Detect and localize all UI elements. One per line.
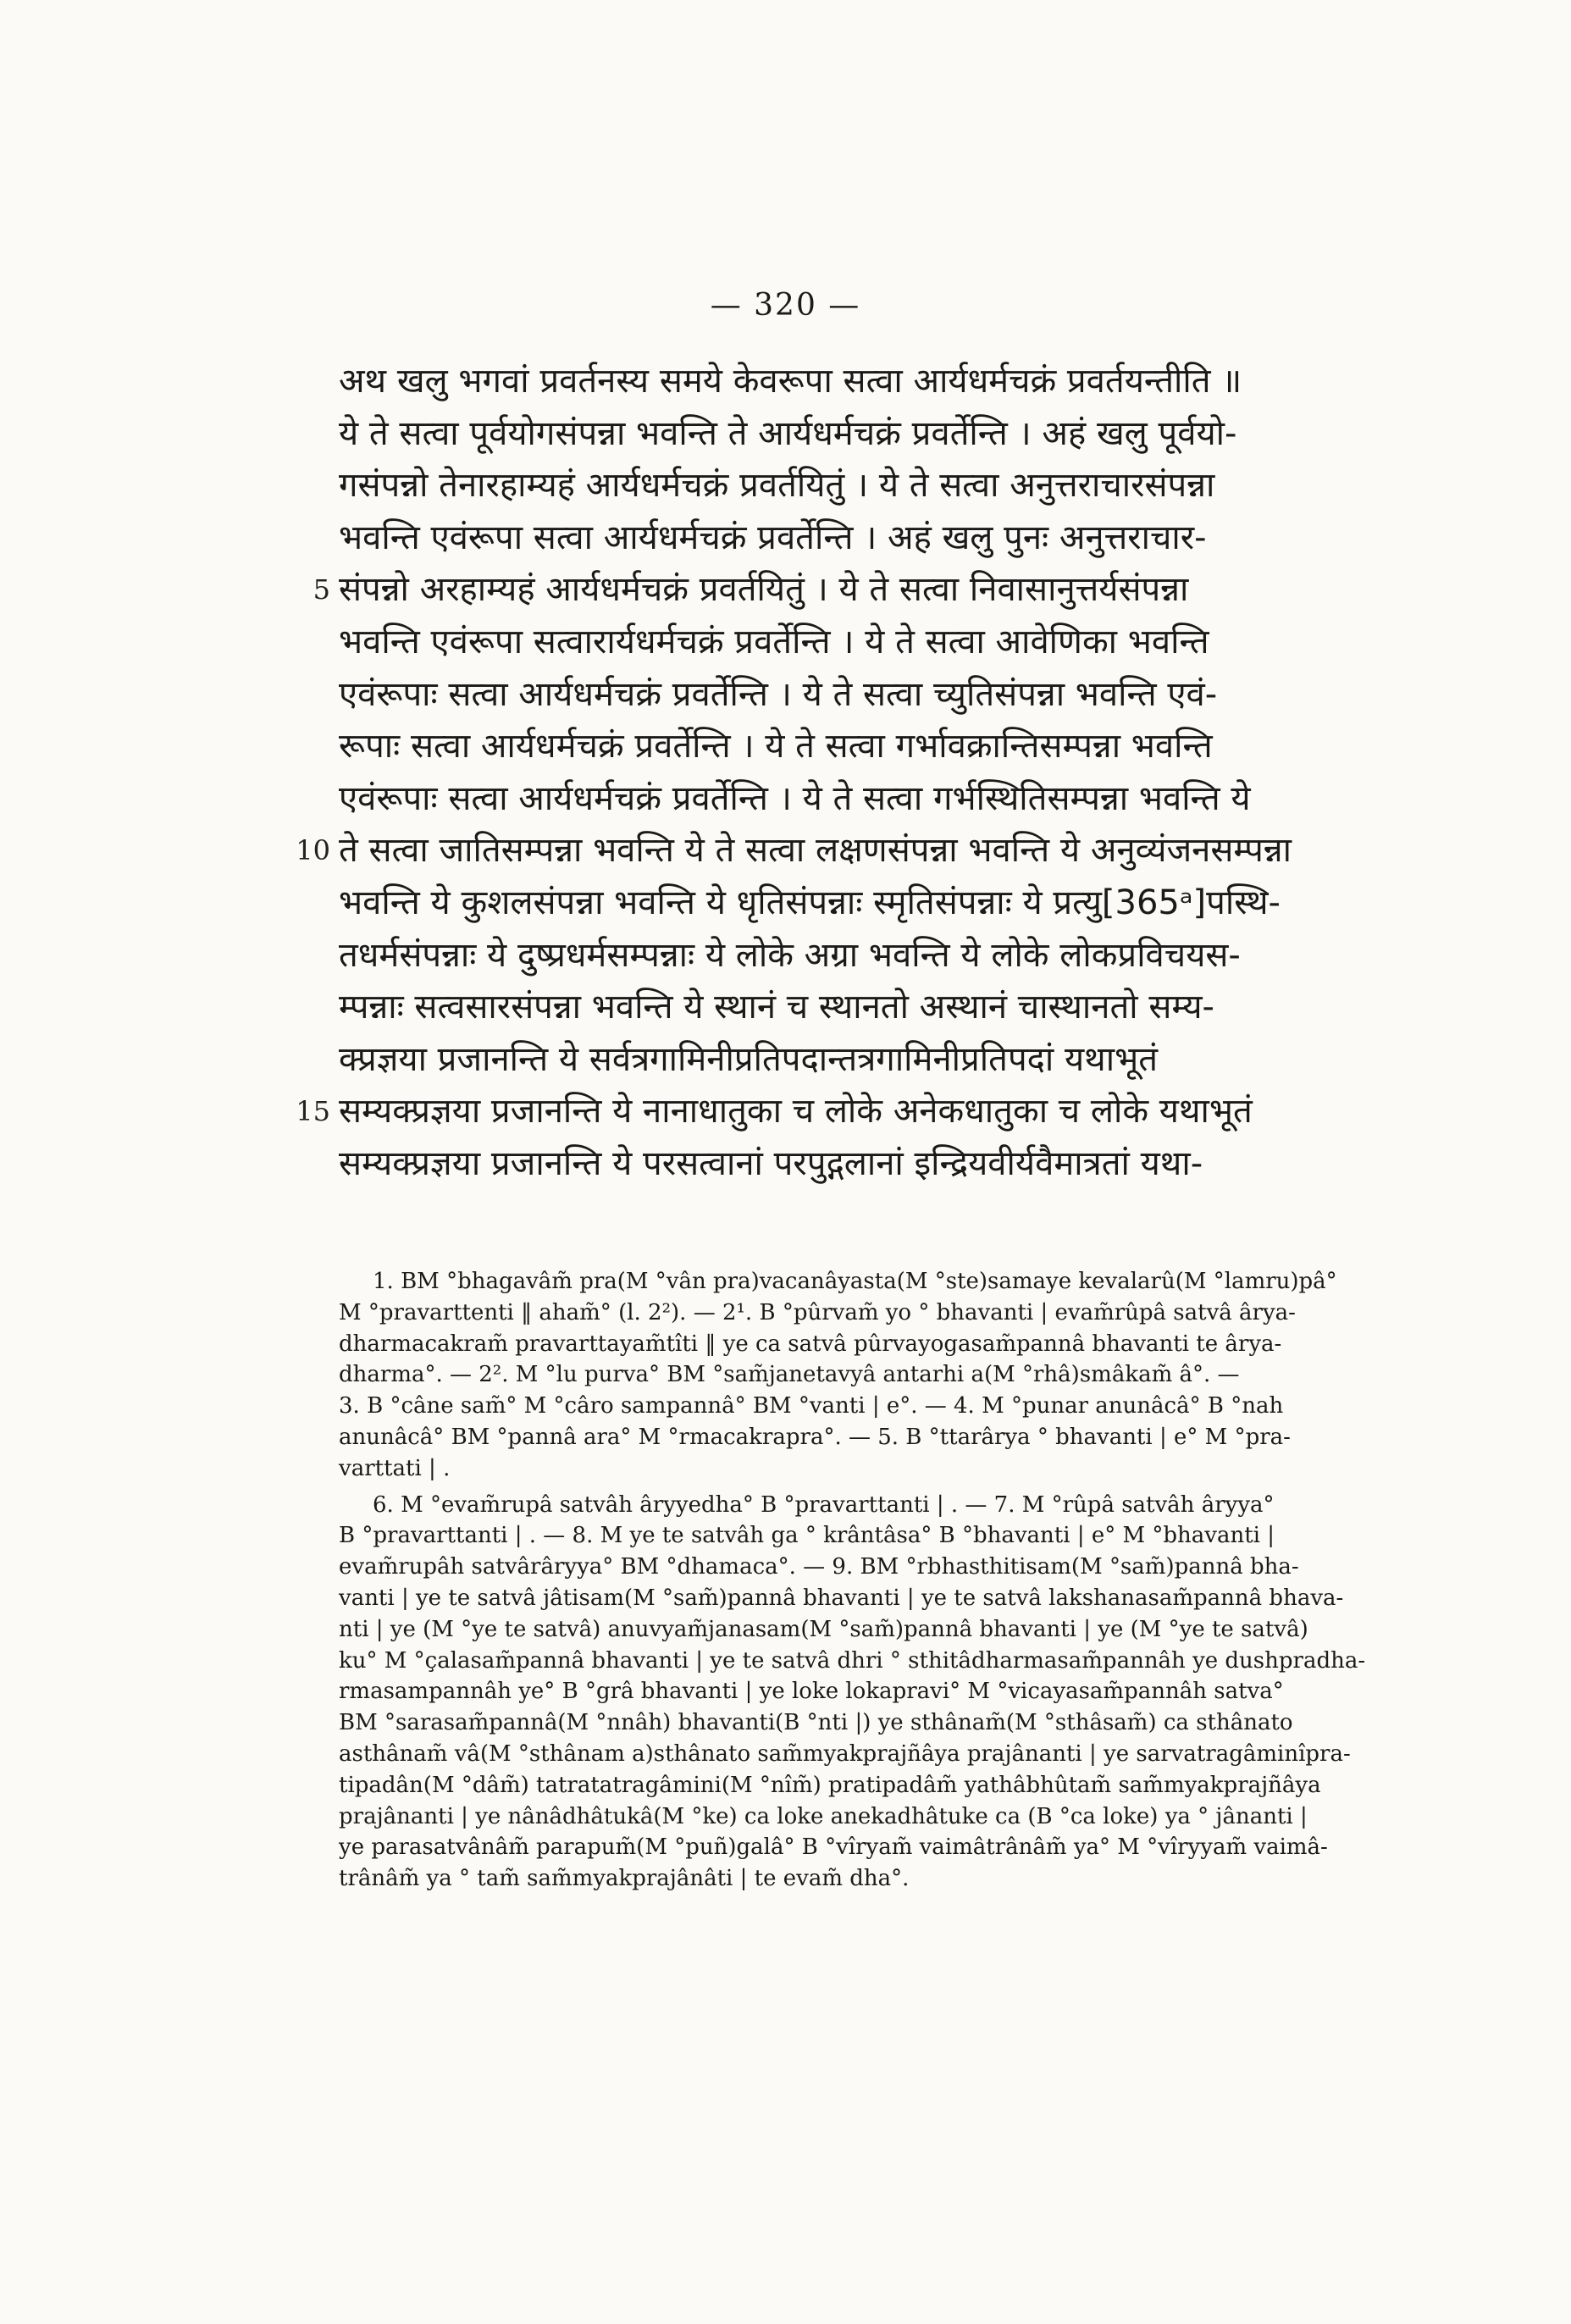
line-number: 10 [296,834,330,867]
text-line [339,408,1435,461]
text-line [339,356,1435,408]
text-line [339,1034,1435,1087]
text-line [339,877,1435,930]
line-text: ते सत्वा जातिसम्पन्ना भवन्ति ये ते सत्वा लक्षणसंपन्ना भवन्ति ये अनुव्यंजनसम्पन्ना [339,831,1292,871]
footnote-line: 6. M °evam̃rupâ satvâh âryyedha° B °pravarttanti | . — 7. M °rûpâ satvâh âryya° [373,1491,1275,1518]
footnote-line: dharmacakram̃ pravarttayam̃tîti ‖ ye ca satvâ pûrvayogasam̃pannâ bhavanti te ârya- [339,1331,1282,1357]
line-text: भवन्ति ये कुशलसंपन्ना भवन्ति ये धृतिसंपन्नाः स्मृतिसंपन्नाः ये प्रत्यु[365ᵃ]पस्थि- [339,883,1281,922]
line-text: क्प्रज्ञया प्रजानन्ति ये सर्वत्रगामिनीप्रतिपदान्तत्रगामिनीप्रतिपदां यथाभूतं [339,1039,1159,1079]
footnote-line: asthânam̃ vâ(M °sthânam a)sthânato sam̃myakprajñâya prajânanti | ye sarvatragâminîpra- [339,1740,1351,1767]
footnote-block [339,1266,1435,1485]
footnote-line: varttati | . [339,1455,451,1481]
line-number: 5 [313,573,330,606]
text-line [339,617,1435,669]
footnote-line: trânâm̃ ya ° tam̃ sam̃myakprajânâti | te evam̃ dha°. [339,1866,910,1892]
line-text: सम्यक्प्रज्ञया प्रजानन्ति ये नानाधातुका च लोके अनेकधातुका च लोके यथाभूतं [339,1092,1253,1132]
footnote-line: rmasampannâh ye° B °grâ bhavanti | ye loke lokapravi° M °vicayasam̃pannâh satva° [339,1679,1284,1705]
line-text: सम्यक्प्रज्ञया प्रजानन्ति ये परसत्वानां परपुद्गलानां इन्द्रियवीर्यवैमात्रतां यथा- [339,1143,1203,1183]
text-line [339,460,1435,512]
footnote-line: 3. B °câne sam̃° M °câro sampannâ° BM °vanti | e°. — 4. M °punar anunâcâ° B °nah [339,1393,1284,1419]
line-number: 15 [296,1095,330,1128]
footnote-line: ye parasatvânâm̃ parapum̃(M °puñ)galâ° B °vîryam̃ vaimâtrânâm̃ ya° M °vîryyam̃ vaimâ- [339,1834,1328,1861]
text-line [339,512,1435,565]
footnote-line: M °pravarttenti ‖ aham̃° (l. 2²). — 2¹. B °pûrvam̃ yo ° bhavanti | evam̃rûpâ satvâ ârya- [339,1299,1296,1325]
text-line [339,930,1435,982]
text-line [339,721,1435,773]
footnote-line: BM °sarasam̃pannâ(M °nnâh) bhavanti(B °nti |) ye sthânam̃(M °sthâsam̃) ca sthânato [339,1710,1293,1736]
line-text: एवंरूपाः सत्वा आर्यधर्मचक्रं प्रवर्तेन्ति । ये ते सत्वा च्युतिसंपन्ना भवन्ति एवं- [339,674,1218,714]
footnote-line: 1. BM °bhagavâm̃ pra(M °vân pra)vacanâyasta(M °ste)samaye kevalarû(M °lamru)pâ° [373,1269,1337,1294]
text-line [296,1086,1435,1138]
footnote-line: evam̃rupâh satvârâryya° BM °dhamaca°. — 9. BM °rbhasthitisam(M °sam̃)pannâ bha- [339,1554,1299,1580]
footnote-line: dharma°. — 2². M °lu purva° BM °sam̃janetavyâ antarhi a(M °rhâ)smâkam̃ â°. — [339,1362,1240,1388]
footnote-line: anunâcâ° BM °pannâ ara° M °rmacakrapra°. — 5. B °ttarârya ° bhavanti | e° M °pra- [339,1424,1291,1450]
line-text: भवन्ति एवंरूपा सत्वारार्यधर्मचक्रं प्रवर्तेन्ति । ये ते सत्वा आवेणिका भवन्ति [339,622,1209,661]
text-line [339,982,1435,1034]
footnote-line: vanti | ye te satvâ jâtisam(M °sam̃)pannâ bhavanti | ye te satvâ lakshanasam̃pannâ bhava- [339,1585,1344,1611]
text-line [296,825,1435,877]
footnote-line: prajânanti | ye nânâdhâtukâ(M °ke) ca loke anekadhâtuke ca (B °ca loke) ya ° jânanti | [339,1803,1308,1829]
line-text: एवंरूपाः सत्वा आर्यधर्मचक्रं प्रवर्तेन्ति । ये ते सत्वा गर्भस्थितिसम्पन्ना भवन्ति ये [339,778,1251,818]
line-text: गसंपन्नो तेनारहाम्यहं आर्यधर्मचक्रं प्रवर्तयितुं । ये ते सत्वा अनुत्तराचारसंपन्ना [339,466,1215,506]
text-line [339,1138,1435,1191]
line-text: ये ते सत्वा पूर्वयोगसंपन्ना भवन्ति ते आर्यधर्मचक्रं प्रवर्तेन्ति । अहं खलु पूर्वयो- [339,413,1237,453]
text-line [339,773,1435,826]
footnote-line: nti | ye (M °ye te satvâ) anuvyam̃janasam(M °sam̃)pannâ bhavanti | ye (M °ye te satvâ) [339,1616,1308,1642]
line-text: रूपाः सत्वा आर्यधर्मचक्रं प्रवर्तेन्ति । ये ते सत्वा गर्भावक्रान्तिसम्पन्ना भवन्ति [339,727,1213,766]
line-text: भवन्ति एवंरूपा सत्वा आर्यधर्मचक्रं प्रवर्तेन्ति । अहं खलु पुनः अनुत्तराचार- [339,517,1207,557]
line-text: संपन्नो अरहाम्यहं आर्यधर्मचक्रं प्रवर्तयितुं । ये ते सत्वा निवासानुत्तर्यसंपन्ना [339,570,1189,610]
page-number: — 320 — [710,288,861,323]
footnote-line: tipadân(M °dâm̃) tatratatragâmini(M °nîm̃) pratipadâm̃ yathâbhûtam̃ sam̃myakprajñâya [339,1772,1321,1798]
line-text: अथ खलु भगवां प्रवर्तनस्य समये केवरूपा सत्वा आर्यधर्मचक्रं प्रवर्तयन्तीति ॥ [339,362,1242,401]
line-text: तधर्मसंपन्नाः ये दुष्प्रधर्मसम्पन्नाः ये लोके अग्रा भवन्ति ये लोके लोकप्रविचयस- [339,935,1241,975]
text-line [339,669,1435,722]
sanskrit-main-text [296,356,1435,1191]
text-line [313,564,1435,617]
footnote-block [339,1490,1435,1895]
footnotes [339,1266,1435,1895]
footnote-line: B °pravarttanti | . — 8. M ye te satvâh ga ° krântâsa° B °bhavanti | e° M °bhavanti | [339,1523,1275,1549]
line-text: म्पन्नाः सत्वसारसंपन्ना भवन्ति ये स्थानं च स्थानतो अस्थानं चास्थानतो सम्य- [339,988,1214,1027]
footnote-line: ku° M °çalasam̃pannâ bhavanti | ye te satvâ dhri ° sthitâdharmasam̃pannâh ye dushpradha- [339,1647,1366,1674]
